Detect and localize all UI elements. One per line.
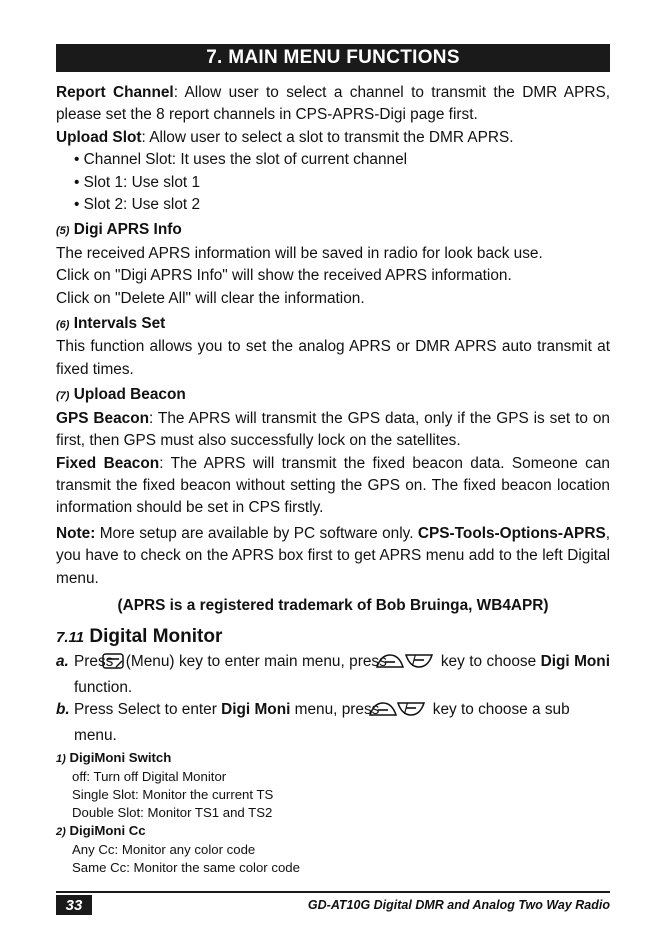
fixed-beacon-text: : The APRS will transmit the fixed beacon data. Someone can transmit the fixed beacon without setting the GPS on. The fixed beacon location information should be set in CPS firstly.: [56, 454, 610, 517]
fixed-beacon-paragraph: [56, 453, 610, 520]
step-text: key to choose: [436, 653, 541, 671]
section-title: Intervals Set: [73, 315, 166, 333]
note-label: Note:: [56, 524, 96, 542]
chapter-title: 7. MAIN MENU FUNCTIONS: [56, 44, 610, 72]
page-content: [56, 82, 610, 877]
step-letter: b.: [56, 701, 70, 719]
upload-slot-text: : Allow user to select a slot to transmit the DMR APRS.: [141, 128, 514, 146]
section-title: Digi APRS Info: [73, 221, 182, 239]
section-number: (6): [56, 319, 70, 332]
sub-number: 2): [56, 825, 66, 838]
list-item: • Slot 2: Use slot 2: [56, 194, 610, 216]
section-number: 7.11: [56, 629, 85, 647]
step-text: key to choose a sub menu.: [74, 701, 570, 744]
list-item: Double Slot: Monitor TS1 and TS2: [72, 804, 273, 820]
step-text: function.: [74, 678, 133, 696]
text-line: Click on "Delete All" will clear the information.: [56, 289, 365, 307]
text-line: Click on "Digi APRS Info" will show the received APRS information.: [56, 267, 512, 285]
upload-slot-label: Upload Slot: [56, 128, 142, 146]
step-text: (Menu) key to enter main menu, press: [125, 653, 392, 671]
report-channel-label: Report Channel: [56, 84, 174, 101]
product-name: GD-AT10G Digital DMR and Analog Two Way Radio: [307, 898, 610, 912]
digi-moni-label: Digi Moni: [221, 701, 291, 719]
intervals-set-heading: [56, 313, 610, 336]
step-b: [56, 699, 610, 747]
upload-slot-paragraph: [56, 127, 610, 149]
note-text-2: , you have to check on the APRS box first to get APRS menu add to the left Digital menu.: [56, 524, 610, 587]
step-text: /: [399, 701, 413, 719]
step-text: /: [407, 653, 421, 671]
digital-monitor-heading: [56, 624, 610, 651]
upload-beacon-heading: [56, 384, 610, 407]
step-letter: a.: [56, 653, 69, 671]
menu-key-icon: [120, 653, 124, 676]
list-item: Any Cc: Monitor any color code: [72, 841, 256, 857]
digi-moni-label: Digi Moni: [540, 653, 610, 671]
note-text: More setup are available by PC software only.: [95, 524, 418, 542]
gps-beacon-text: : The APRS will transmit the GPS data, only if the GPS is set to on first, then GPS must also successfully lock on the satellites.: [56, 409, 610, 450]
digi-aprs-info-heading: [56, 219, 610, 242]
text-line: The received APRS information will be saved in radio for look back use.: [56, 244, 543, 262]
fixed-beacon-label: Fixed Beacon: [56, 454, 160, 472]
footer-divider: [56, 891, 610, 893]
step-text: Press: [74, 653, 118, 671]
list-item: off: Turn off Digital Monitor: [72, 768, 227, 784]
report-channel-paragraph: [56, 82, 610, 127]
digimoni-cc-heading: [56, 822, 610, 841]
gps-beacon-paragraph: [56, 408, 610, 453]
list-item: • Slot 1: Use slot 1: [56, 172, 610, 194]
section-number: (7): [56, 390, 70, 403]
section-number: (5): [56, 225, 70, 238]
list-item: Single Slot: Monitor the current TS: [72, 786, 274, 802]
digimoni-switch-heading: [56, 749, 610, 768]
section-title: Digital Monitor: [89, 626, 223, 648]
step-a: [56, 651, 610, 699]
page-number: 33: [56, 895, 92, 915]
sub-number: 1): [56, 752, 66, 765]
cps-path: CPS-Tools-Options-APRS: [417, 524, 606, 542]
step-text: menu, press: [290, 701, 384, 719]
gps-beacon-label: GPS Beacon: [56, 409, 150, 427]
intervals-set-text: This function allows you to set the analog APRS or DMR APRS auto transmit at fixed times.: [56, 338, 610, 378]
list-item: • Channel Slot: It uses the slot of current channel: [56, 149, 610, 171]
down-key-icon: [414, 701, 426, 724]
sub-title: DigiMoni Cc: [69, 822, 146, 838]
sub-title: DigiMoni Switch: [69, 749, 172, 765]
down-key-icon: [422, 653, 434, 676]
note-paragraph: [56, 523, 610, 590]
trademark-notice: (APRS is a registered trademark of Bob Bruinga, WB4APR): [117, 596, 549, 614]
step-text: Press Select to enter: [74, 701, 222, 719]
report-channel-text: : Allow user to select a channel to transmit the DMR APRS, please set the 8 report channels in CPS-APRS-Digi page first.: [56, 84, 610, 124]
list-item: Same Cc: Monitor the same color code: [72, 859, 300, 875]
section-title: Upload Beacon: [73, 386, 186, 404]
